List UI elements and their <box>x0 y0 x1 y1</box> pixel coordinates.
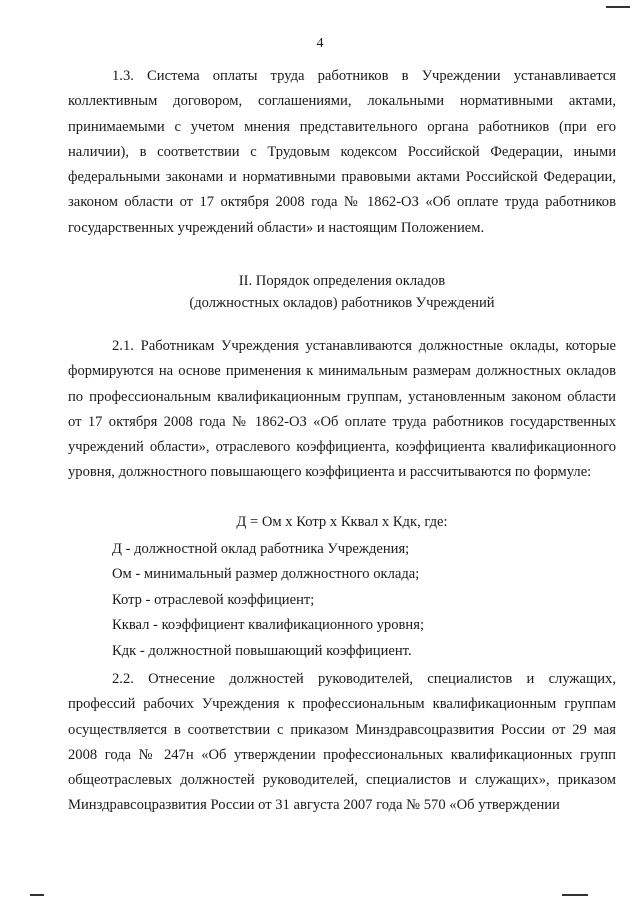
definition-item: Котр - отраслевой коэффициент; <box>112 592 315 608</box>
paragraph-2-2: 2.2. Отнесение должностей руководителей, специалистов и служащих, профессий рабочих Учреждения к профессиональным квалификационным группам осуществляется в соответствии с приказом Минздравсоцразвития России от 29 мая 2008 года № 247н «Об утверждении профессиональных квалификационных групп общеотраслевых должностей руководителей, специалистов и служащих», приказом Минздравсоцразвития России от 31 августа 2007 года № 570 «Об утверждении <box>68 671 616 814</box>
section-2-heading-line1: II. Порядок определения окладов <box>238 273 446 289</box>
salary-formula: Д = Ом x Котр x Кквал x Кдк, где: <box>236 514 448 530</box>
section-2-heading-line2: (должностных окладов) работников Учреждений <box>189 295 495 311</box>
scan-mark-top-right <box>606 6 630 8</box>
definition-item: Д - должностной оклад работника Учреждения; <box>112 541 410 557</box>
page-number: 4 <box>316 36 324 51</box>
section-2-heading <box>68 270 616 314</box>
scan-mark-bottom-left <box>30 894 44 896</box>
definition-item: Кквал - коэффициент квалификационного уровня; <box>112 617 424 633</box>
paragraph-1-3: 1.3. Система оплаты труда работников в Учреждении устанавливается коллективным договором, соглашениями, локальными нормативными актами, принимаемыми с учетом мнения представительного органа работников (при его наличии), в соответствии с Трудовым кодексом Российской Федерации, иными федеральными законами и нормативными правовыми актами Российской Федерации, законом области от 17 октября 2008 года № 1862-ОЗ «Об оплате труда работников государственных учреждений области» и настоящим Положением. <box>68 68 616 236</box>
definition-item: Кдк - должностной повышающий коэффициент. <box>112 643 412 659</box>
definition-item: Ом - минимальный размер должностного оклада; <box>112 566 420 582</box>
scan-mark-bottom-right <box>562 894 588 896</box>
paragraph-2-1: 2.1. Работникам Учреждения устанавливаются должностные оклады, которые формируются на основе применения к минимальным размерам должностных окладов по профессиональным квалификационным группам, установленным законом области от 17 октября 2008 года № 1862-ОЗ «Об оплате труда работников государственных учреждений области», отраслевого коэффициента, коэффициента квалификационного уровня, должностного повышающего коэффициента и рассчитываются по формуле: <box>68 338 616 481</box>
